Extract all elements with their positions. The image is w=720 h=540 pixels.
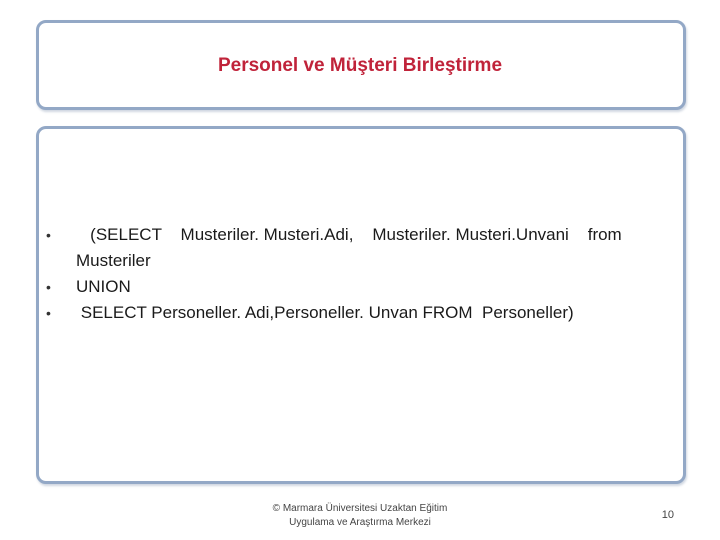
bullet-text: SELECT Personeller. Adi,Personeller. Unvan FROM Personeller) (76, 303, 574, 322)
bullet-item (46, 274, 666, 300)
bullet-text: (SELECT Musteriler. Musteri.Adi, Musteriler. Musteri.Unvani from Musteriler (76, 225, 627, 270)
bullet-text: UNION (76, 277, 131, 296)
page-number: 10 (661, 509, 674, 521)
footer-line: Uygulama ve Araştırma Merkezi (289, 517, 431, 528)
bullet-icon: • (46, 305, 51, 321)
bullet-item (46, 300, 666, 326)
bullet-icon: • (46, 279, 51, 295)
footer-line: © Marmara Üniversitesi Uzaktan Eğitim (272, 503, 448, 514)
footer-credit (210, 502, 510, 530)
bullet-icon: • (46, 227, 51, 243)
bullet-item (46, 222, 666, 274)
bullet-list (46, 222, 666, 326)
slide-title: Personel ve Müşteri Birleştirme (217, 55, 503, 76)
